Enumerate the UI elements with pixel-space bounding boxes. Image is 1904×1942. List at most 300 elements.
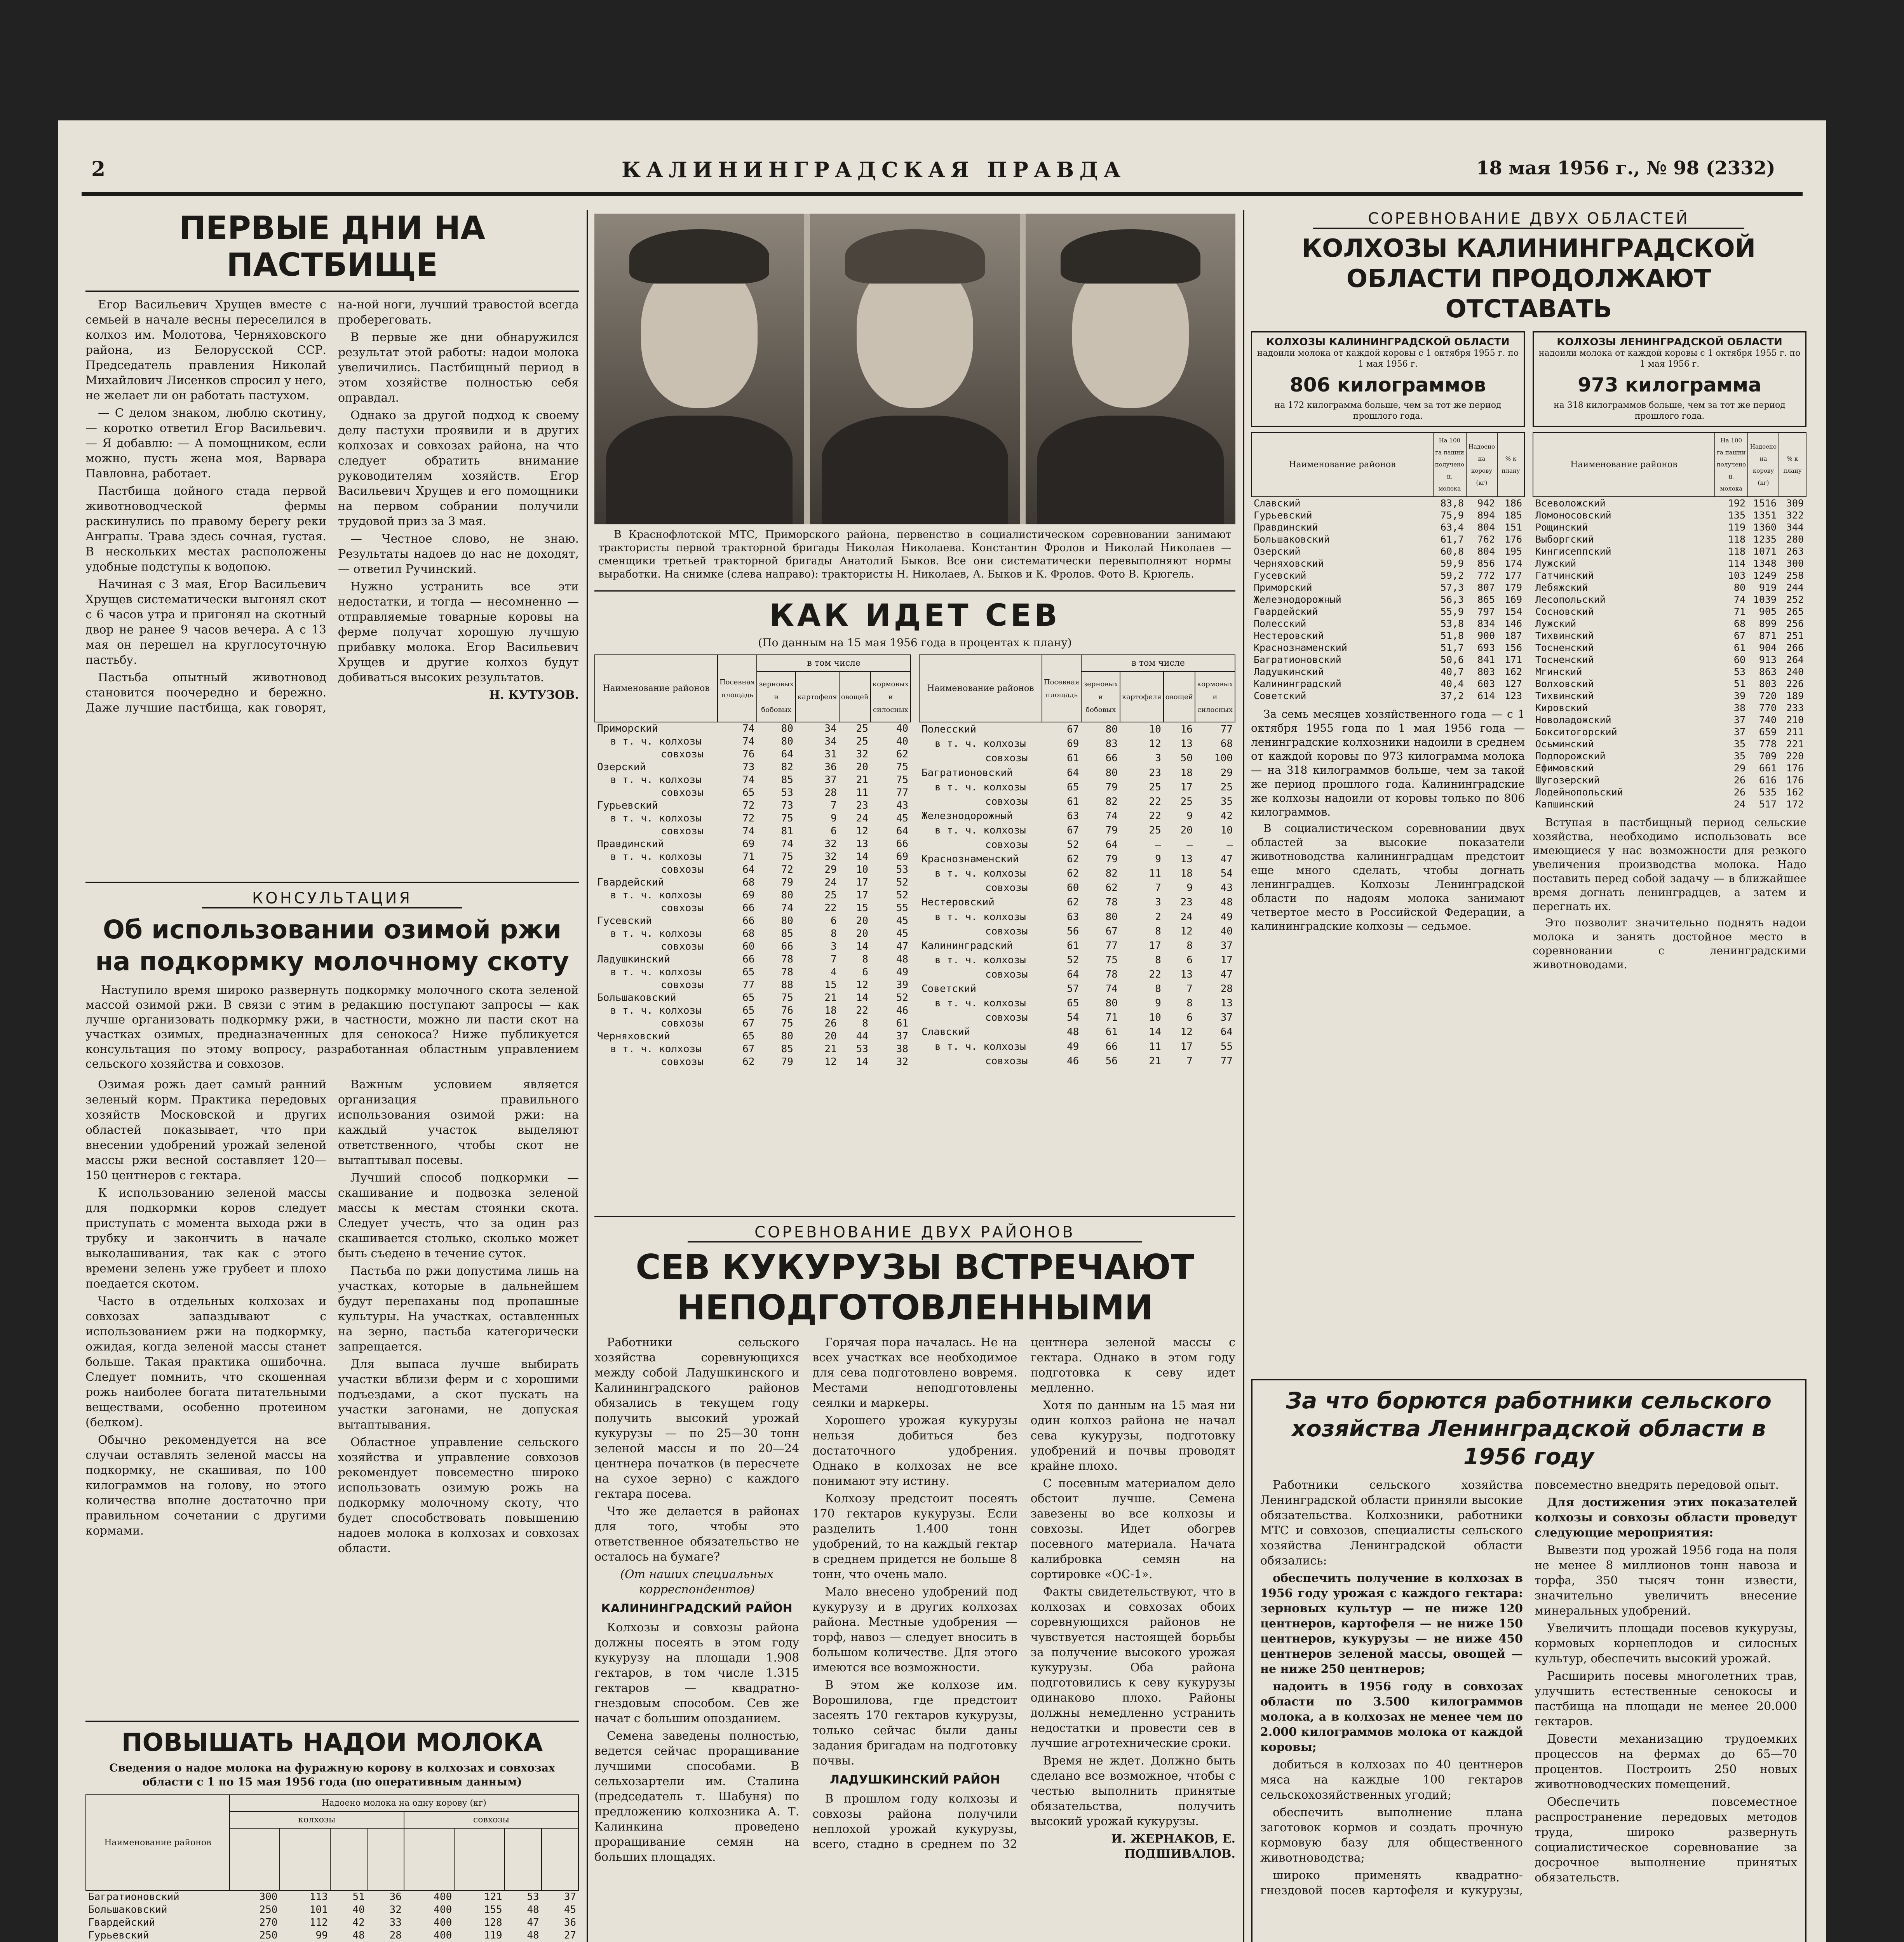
table-cell: 22 [856,1005,868,1016]
paragraph: Обеспечить повсеместное распространение передовых методов труда, широко развернуть социалистическое соревнование за досрочное выполнение принятых обязательств. [1535,1795,1797,1885]
table-cell: 252 [1786,594,1804,605]
table-cell: 65 [742,966,755,978]
table-cell: 68 [1220,738,1233,750]
table-row [86,1916,578,1929]
article-pasture-title: ПЕРВЫЕ ДНИ НА ПАСТБИЩЕ [179,210,485,284]
table-row [595,927,911,940]
table-row [919,968,1235,982]
table-cell: 17 [1180,781,1193,793]
paragraph: Начиная с 3 мая, Егор Васильевич Хрущев систематически выгонял скот с 6 часов утра и пригонял на скотный двор не ранее 9 часов вечера. А с 13 мая он перешел на круглосуточную пастьбу. [85,578,326,667]
table-row [1251,557,1524,569]
table-cell: 85 [781,774,793,786]
table-cell: 12 [1180,925,1193,937]
table-cell: 128 [484,1917,502,1928]
table-cell: 10 [1220,824,1233,836]
table-cell: 187 [1504,630,1522,641]
table-row [919,895,1235,910]
district-name: Кингисеппский [1535,546,1611,557]
table-cell: 15 [824,979,837,991]
table-cell: 54 [1067,1012,1079,1024]
table-cell: 1039 [1753,594,1777,605]
table-cell: 66 [781,941,793,952]
district-name: в т. ч. колхозы [610,813,702,824]
table-cell: 3 [831,941,837,952]
table-cell: 300 [1786,558,1804,569]
paragraph: Расширить посевы многолетних трав, улучшить естественные сенокосы и пастбища на площади не менее 20.000 гектаров. [1535,1669,1797,1728]
table-row [1533,762,1806,774]
table-cell: 32 [389,1904,402,1916]
district-name: Осьминский [1535,738,1594,750]
table-row [595,863,911,876]
rubric-label: СОРЕВНОВАНИЕ ДВУХ РАЙОНОВ [688,1223,1142,1242]
table-row [1251,545,1524,557]
table-cell: 179 [1504,582,1522,593]
district-name: Сосновский [1535,606,1594,617]
district-name: Лебяжский [1535,582,1588,593]
district-name: в т. ч. колхозы [935,954,1026,966]
table-cell: 62 [742,1056,755,1068]
district-name: Краснознаменский [922,853,1019,865]
table-cell: 400 [434,1891,452,1903]
table-cell: 11 [1149,1041,1161,1053]
table-cell: 37 [1733,714,1745,726]
table-cell: 78 [1105,969,1118,981]
consultation-lead: Наступило время широко развернуть подкормку молочного скота зеленой массой озимой ржи. В связи с этим в редакцию поступают запросы — как лучше организовать подкормку ржи, в частности, можно ли пасти скот на участках озимых, предназначенных для сенокоса? Ниже публикуется консультация по этому вопросу, разработанная областным управлением сельского хозяйства и совхозов. [85,983,579,1071]
table-cell: 59,2 [1440,570,1464,581]
table-cell: 1235 [1753,534,1777,545]
table-cell: 185 [1504,510,1522,521]
table-cell: 7 [1155,882,1161,894]
table-row [1533,690,1806,702]
table-cell: 25 [824,889,837,901]
table-cell: 52 [896,877,908,888]
leningrad-districts-table [1533,432,1806,810]
table-cell: 162 [1786,787,1804,798]
table-cell: 52 [1067,839,1079,851]
table-cell: 80 [781,736,793,747]
table-cell: 99 [315,1930,328,1941]
table-cell: 270 [259,1917,278,1928]
table-row [1533,714,1806,726]
table-cell: 24 [856,813,868,824]
paragraph: Горячая пора началась. Не на всех участках все необходимое для сева подготовлено вовремя. Местами неподготовлены сеялки и маркеры. [812,1336,1017,1410]
table-cell: 12 [1180,1026,1193,1038]
table-cell: 67 [1733,630,1745,641]
table-row [919,766,1235,780]
table-row [919,722,1235,737]
table-cell: 77 [1105,940,1118,952]
table-cell: 517 [1759,799,1777,810]
district-name: в т. ч. колхозы [610,889,702,901]
district-name: в т. ч. колхозы [935,911,1026,923]
table-row [919,780,1235,795]
district-name: Железнодорожный [1254,594,1341,605]
table-cell: 80 [781,1030,793,1042]
paragraph: В социалистическом соревновании двух областей за высокие показатели животноводства калининградцам предстоит еще много сделать, чтобы догнать ленинградцев. Колхозы Ленинградской области по надоям молока занимают четвертое место в Российской Федерации, а калининградские колхозы — седьмое. [1251,822,1525,933]
district-name: совхозы [661,979,704,991]
table-cell: 53 [896,864,908,875]
district-name: в т. ч. колхозы [610,928,702,940]
table-cell: 51 [1733,678,1745,689]
table-cell: 26 [1733,787,1745,798]
table-cell: 177 [1504,570,1522,581]
table-cell: 65 [742,992,755,1004]
table-cell: 66 [1105,752,1118,764]
table-cell: 79 [1105,853,1118,865]
table-cell: 121 [484,1891,502,1903]
table-cell: 856 [1477,558,1495,569]
table-cell: 77 [896,787,908,799]
newspaper-title: КАЛИНИНГРАДСКАЯ ПРАВДА [622,157,1126,182]
table-cell: 8 [1155,954,1161,966]
table-cell: 74 [742,736,755,747]
district-name: совхозы [985,752,1028,764]
table-cell: 266 [1786,642,1804,653]
district-name: Советский [922,983,976,995]
paragraph: Однако за другой подход к своему делу пастухи проявили и в других колхозах и совхозах района, на что следует обратить внимание руководителям хозяйств. Егор Васильевич Хрущев и его помощники на первом собрании получили трудовой приз за 3 мая. [338,409,579,528]
table-cell: 37 [1220,940,1233,952]
table-cell: 40 [1220,925,1233,937]
box-note: на 172 килограмма больше, чем за тот же период прошлого года. [1274,400,1502,421]
sowing-progress-section [594,598,1235,1208]
paragraph: Довести механизацию трудоемких процессов на фермах до 65—70 процентов. Построить 250 новых животноводческих помещений. [1535,1732,1797,1791]
district-name: Выборгский [1535,534,1594,545]
district-name: Ефимовский [1535,762,1594,774]
table-cell: 195 [1504,546,1522,557]
table-row [1533,497,1806,509]
milk-table-title: ПОВЫШАТЬ НАДОИ МОЛОКА [121,1728,543,1757]
table-cell: 894 [1477,510,1495,521]
district-name: Новоладожский [1535,714,1611,726]
table-cell: 100 [1214,752,1233,764]
table-cell: 176 [1786,774,1804,786]
table-cell: 614 [1477,690,1495,701]
table-cell: 53 [781,787,793,799]
table-cell: 66 [742,915,755,927]
table-cell: 72 [742,800,755,811]
district-name: Правдинский [1254,522,1318,533]
table-cell: 1071 [1753,546,1777,557]
table-cell: 79 [781,1056,793,1068]
table-cell: 1360 [1753,522,1777,533]
table-cell: 80 [781,723,793,734]
table-cell: 264 [1786,654,1804,665]
col-header-total: Посевная площадь [718,655,757,722]
paragraph: Колхозу предстоит посеять 170 гектаров кукурузы. Если разделить 1.400 тонн удобрений, то на каждый гектар в среднем придется не больше 8 тонн, что очень мало. [812,1492,1017,1581]
box-text: надоили молока от каждой коровы с 1 октября 1955 г. по 1 мая 1956 г. [1257,348,1519,369]
table-row [919,809,1235,823]
table-row [595,902,911,915]
table-cell: 48 [352,1930,365,1941]
district-name: Ломоносовский [1535,510,1611,521]
table-cell: 23 [856,800,868,811]
col-header-vegetables: овощей [1164,672,1195,722]
table-row [919,737,1235,751]
table-cell: 233 [1786,702,1804,713]
table-cell: 14 [856,851,868,863]
table-cell: 51,7 [1440,642,1464,653]
table-cell: 53,8 [1440,618,1464,629]
table-cell: 6 [1186,954,1193,966]
table-cell: 172 [1786,799,1804,810]
table-cell: 40,4 [1440,678,1464,689]
district-name: совхозы [985,882,1028,894]
table-row [86,1929,578,1942]
issue-date: 18 мая 1956 г., № 98 (2332) [1476,157,1775,179]
table-cell: 900 [1477,630,1495,641]
paragraph: Что же делается в районах для того, чтобы это ответственное обязательство не осталось на бумаге? [594,1505,800,1564]
district-name: Подпорожский [1535,750,1606,762]
table-cell: 14 [1149,1026,1161,1038]
table-cell: 22 [1149,810,1161,822]
table-cell: 17 [856,877,868,888]
page-number: 2 [91,157,106,181]
col-header-potato: картофеля [796,672,839,722]
table-cell: 171 [1504,654,1522,665]
table-cell: 186 [1504,498,1522,509]
table-row [1251,569,1524,581]
milk-yield-section [85,1728,579,1942]
paragraph: Озимая рожь дает самый ранний зеленый корм. Практика передовых хозяйств Московской и других областей показывает, что при внесении удобрений урожай зеленой массы ржи весной составляет 120—150 центнеров с гектара. [85,1078,326,1182]
table-cell: 65 [1067,781,1079,793]
table-cell: 37,2 [1440,690,1464,701]
district-name: в т. ч. колхозы [935,997,1026,1009]
table-row [1533,618,1806,630]
table-cell: 156 [1504,642,1522,653]
table-cell: 709 [1759,750,1777,762]
table-row [919,795,1235,809]
col-header-percent: % к плану [1497,433,1524,497]
table-cell: 400 [434,1930,452,1941]
table-cell: 778 [1759,738,1777,750]
table-row [919,939,1235,953]
paragraph: Колхозы и совхозы района должны посеять в этом году кукурузу на площади 1.908 гектаров, в том числе 1.315 гектаров — квадратно-гнездовым способом. Сев же начат с большим опозданием. [594,1621,800,1725]
table-cell: 61 [1733,642,1745,653]
box-title: КОЛХОЗЫ КАЛИНИНГРАДСКОЙ ОБЛАСТИ [1266,336,1510,348]
table-cell: 13 [1180,738,1193,750]
table-cell: 66 [742,954,755,965]
district-name: Гвардейский [597,877,664,888]
table-row [919,910,1235,924]
milk-yield-table [85,1794,579,1942]
table-cell: 119 [484,1930,502,1941]
box-text: надоили молока от каждой коровы с 1 октября 1955 г. по 1 мая 1956 г. [1538,348,1801,369]
district-name: Калининградский [922,940,1013,952]
byline: (От наших специальных корреспондентов) [620,1568,773,1596]
table-cell: 18 [1180,868,1193,880]
table-cell: 16 [1180,724,1193,736]
table-row [1533,581,1806,593]
table-row [1251,690,1524,702]
table-cell: 36 [824,761,837,773]
table-cell: 1348 [1753,558,1777,569]
table-row [1251,678,1524,690]
table-cell: 65 [742,1030,755,1042]
table-cell: 6 [831,915,837,927]
paragraph: Работники сельского хозяйства соревнующихся между собой Ладушкинского и Калининградского районов обязались в текущем году получить высокий урожай кукурузы — по 25—30 тонн зеленой массы и по 20—24 центнера початков (в пересчете на сухое зерно) с каждого гектара посева. [594,1336,800,1501]
paragraph: Семена заведены полностью, ведется сейчас проращивание лучшими способами. В сельхозартели им. Сталина (председатель т. Шабуня) по предложению колхозника А. Т. Калинкина проведено проращивание семян на больших площадях. [594,1729,800,1864]
table-cell: 48 [1067,1026,1079,1038]
paragraph: Егор Васильевич Хрущев вместе с семьей в начале весны переселился в колхоз им. Молотова, Черняховского района, из Белорусской ССР. Председатель правления Николай Михайлович Лисенков спросил у него, не желает ли он работать пастухом. [85,298,326,402]
table-cell: 32 [824,851,837,863]
photo-portrait [810,214,1020,524]
table-cell: 7 [831,800,837,811]
table-cell: 804 [1477,522,1495,533]
district-name: совхозы [661,864,704,875]
rubric-label: СОРЕВНОВАНИЕ ДВУХ ОБЛАСТЕЙ [1313,210,1744,229]
district-name: Гвардейский [88,1917,155,1928]
table-cell: — [1155,839,1161,851]
table-cell: 27 [564,1930,576,1941]
table-cell: 26 [1733,774,1745,786]
table-cell: 67 [742,1043,755,1055]
table-cell: 772 [1477,570,1495,581]
table-cell: 75 [781,813,793,824]
district-name: в т. ч. колхозы [610,1005,702,1016]
table-row [86,1890,578,1904]
regions-competition [1251,210,1806,1371]
table-cell: 62 [1067,896,1079,908]
table-cell: 20 [824,1030,837,1042]
table-cell: 20 [856,928,868,940]
sowing-table-right [919,654,1235,1068]
table-cell: 61 [1105,1026,1118,1038]
district-name: Большаковский [88,1904,167,1916]
table-row [1251,521,1524,533]
table-cell: 535 [1759,787,1777,798]
table-cell: 64 [742,864,755,875]
district-name: Озерский [597,761,646,773]
table-cell: 35 [1733,750,1745,762]
table-row [1251,630,1524,642]
paragraph: Это позволит значительно поднять надои молока и занять достойное место в соревновании с ленинградскими животноводами. [1533,916,1806,971]
table-cell: 22 [1149,795,1161,807]
paragraph: Хотя по данным на 15 мая ни один колхоз района не начал сева кукурузы, подготовку удобрений и почвы проводят крайне плохо. [1030,1399,1235,1473]
table-cell: 44 [856,1030,868,1042]
col-header-group: в том числе [757,655,911,672]
table-cell: 661 [1759,762,1777,774]
district-name: Советский [1254,690,1306,701]
table-cell: 103 [1728,570,1745,581]
table-cell: 33 [389,1917,402,1928]
table-cell: 82 [1105,868,1118,880]
table-cell: 28 [389,1930,402,1941]
article-corn [594,1223,1235,1942]
col-superheader: Надоено молока на одну корову (кг) [230,1795,578,1811]
table-cell: 53 [527,1891,539,1903]
table-cell: 47 [896,941,908,952]
table-cell: 62 [1067,853,1079,865]
table-cell: 616 [1759,774,1777,786]
district-name: Нестеровский [1254,630,1324,641]
district-name: совхозы [985,1012,1028,1024]
col-group-sovkhozy: совхозы [404,1811,578,1828]
table-cell: 52 [896,889,908,901]
table-cell: 38 [896,1043,908,1055]
table-cell: 155 [484,1904,502,1916]
table-row [1251,606,1524,618]
table-cell: 123 [1504,690,1522,701]
photo-portrait [594,214,804,524]
district-name: в т. ч. колхозы [610,851,702,863]
table-cell: 82 [781,761,793,773]
district-name: Гурьевский [597,800,658,811]
district-name: Лужский [1535,558,1577,569]
table-cell: 25 [856,736,868,747]
table-cell: 64 [1067,767,1079,779]
col-header-grain: зерновых и бобовых [1081,672,1120,722]
table-cell: 47 [1220,969,1233,981]
table-cell: 15 [856,902,868,914]
table-row [919,924,1235,939]
table-cell: 56 [1067,925,1079,937]
table-cell: 22 [1149,969,1161,981]
table-cell: 29 [1220,767,1233,779]
district-name: Лодейнопольский [1535,787,1623,798]
article-pasture [85,210,579,878]
district-name: Приморский [597,723,658,734]
table-cell: 68 [742,928,755,940]
district-name: совхозы [985,1055,1028,1067]
table-cell: 80 [1105,997,1118,1009]
table-cell: 68 [1733,618,1745,629]
table-cell: 82 [1105,795,1118,807]
table-row [919,823,1235,838]
table-cell: 49 [896,966,908,978]
table-cell: 240 [1786,666,1804,677]
table-cell: 52 [896,992,908,1004]
table-cell: 75 [781,1018,793,1029]
table-cell: 75 [896,761,908,773]
table-cell: 74 [1105,983,1118,995]
table-cell: 75 [1105,954,1118,966]
table-cell: 74 [1733,594,1745,605]
table-cell: 189 [1786,690,1804,701]
table-cell: 119 [1728,522,1745,533]
table-row [1533,798,1806,810]
table-cell: 40 [896,736,908,747]
table-cell: 400 [434,1917,452,1928]
table-cell: 63 [1067,810,1079,822]
paragraph: — Честное слово, не знаю. Результаты надоев до нас не доходят, — ответил Ручинский. [338,532,579,576]
table-cell: 74 [742,723,755,734]
table-row [595,940,911,953]
table-cell: 63,4 [1440,522,1464,533]
tractor-drivers-photo [594,214,1235,524]
table-row [1251,581,1524,593]
table-cell: 75 [781,851,793,863]
table-cell: 13 [1220,997,1233,1009]
district-name: в т. ч. колхозы [610,966,702,978]
paragraph: В первые же дни обнаружился результат этой работы: надои молока увеличились. Пастбищный период в этом хозяйстве полностью себя оправдал. [338,331,579,405]
paragraph: Часто в отдельных колхозах и совхозах запаздывают с использованием ржи на подкормку, ожидая, когда зеленой массы станет больше. Такая практика ошибочна. Следует помнить, что скошенная рожь наиболее богата питательными веществами, особенно протеином (белком). [85,1295,326,1429]
table-cell: 162 [1504,666,1522,677]
table-cell: 80 [1105,767,1118,779]
box-note: на 318 килограммов больше, чем за тот же период прошлого года. [1554,400,1786,421]
table-cell: 8 [862,1018,868,1029]
district-name: Волховский [1535,678,1594,689]
table-cell: 32 [824,838,837,850]
paragraph: Вывезти под урожай 1956 года на поля не менее 8 миллионов тонн навоза и торфа, 350 тысяч тонн извести, значительно увеличить внесение минеральных удобрений. [1535,1544,1797,1618]
district-name: совхозы [985,795,1028,807]
district-name: Озерский [1254,546,1301,557]
table-cell: 865 [1477,594,1495,605]
col-header-group: в том числе [1081,655,1235,672]
table-cell: 14 [856,941,868,952]
table-cell: 78 [1105,896,1118,908]
table-cell: 3 [1155,896,1161,908]
district-name: Приморский [1254,582,1312,593]
